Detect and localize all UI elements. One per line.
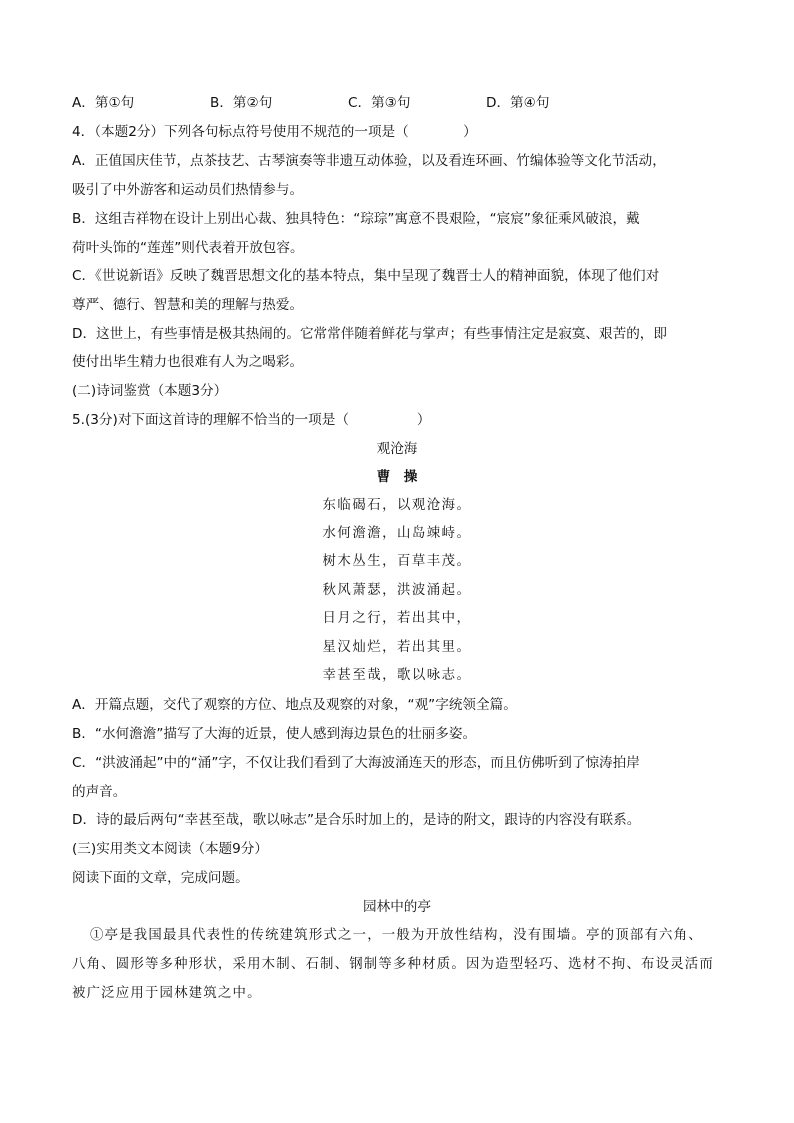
q4-option-a-line2: 吸引了中外游客和运动员们热情参与。 [72, 182, 304, 198]
q4-option-a-line1: A．正值国庆佳节，点茶技艺、古琴演奏等非遗互动体验，以及看连环画、竹编体验等文化节活动， [72, 153, 666, 169]
section-2-heading: (二)诗词鉴赏（本题3分） [72, 383, 228, 399]
q4-stem: 4．（本题2分）下列各句标点符号使用不规范的一项是（ ） [72, 124, 477, 140]
q3-option-a: A．第①句 [72, 95, 135, 111]
article-paragraph-1-line3: 被广泛应用于园林建筑之中。 [72, 986, 262, 1001]
poem-line: 水何澹澹，山岛竦峙。 [322, 526, 472, 541]
poem-line: 东临碣石，以观沧海。 [322, 498, 472, 513]
q5-option-c-line1: C．“洪波涌起”中的“涌”字，不仅让我们看到了大海波涌连天的形态，而且仿佛听到了惊涛拍岸 [72, 755, 640, 771]
poem-line: 日月之行，若出其中， [322, 611, 472, 626]
poem-line: 幸甚至哉，歌以咏志。 [322, 668, 472, 683]
q4-option-b-line2: 荷叶头饰的“莲莲”则代表着开放包容。 [72, 240, 304, 256]
article-paragraph-1-line1: ①亭是我国最具代表性的传统建筑形式之一，一般为开放性结构，没有围墙。亭的顶部有六角、 [90, 928, 703, 943]
q4-option-c-line2: 尊严、德行、智慧和美的理解与热爱。 [72, 297, 304, 313]
q4-option-d-line1: D．这世上，有些事情是极其热闹的。它常常伴随着鲜花与掌声；有些事情注定是寂寞、艰苦的，即 [72, 326, 667, 342]
q3-option-c: C．第③句 [348, 95, 411, 111]
q5-option-c-line2: 的声音。 [72, 784, 127, 800]
q3-option-b: B．第②句 [210, 95, 273, 111]
section-3-heading: (三)实用类文本阅读（本题9分） [72, 841, 268, 857]
reading-instruction: 阅读下面的文章，完成问题。 [72, 870, 249, 886]
q3-option-d: D．第④句 [486, 95, 550, 111]
q5-option-b: B．“水何澹澹”描写了大海的近景，使人感到海边景色的壮丽多姿。 [72, 726, 477, 742]
poem-author: 曹 操 [376, 469, 418, 485]
article-title: 园林中的亭 [363, 899, 431, 915]
q5-option-d: D．诗的最后两句“幸甚至哉，歌以咏志”是合乐时加上的，是诗的附文，跟诗的内容没有联系。 [72, 812, 641, 828]
q4-option-d-line2: 使付出毕生精力也很难有人为之喝彩。 [72, 354, 304, 370]
poem-line: 树木丛生，百草丰茂。 [322, 554, 472, 569]
article-paragraph-1-line2: 八角、圆形等多种形状，采用木制、石制、钢制等多种材质。因为造型轻巧、选材不拘、布设灵活而 [72, 957, 714, 972]
poem-line: 秋风萧瑟，洪波涌起。 [322, 583, 472, 598]
q4-option-b-line1: B．这组吉祥物在设计上别出心裁、独具特色：“琮琮”寓意不畏艰险，“宸宸”象征乘风破浪，戴 [72, 211, 640, 227]
q5-stem: 5.(3分)对下面这首诗的理解不恰当的一项是（ ） [72, 412, 431, 428]
poem-title: 观沧海 [376, 441, 418, 457]
poem-line: 星汉灿烂，若出其里。 [322, 640, 472, 655]
q5-option-a: A．开篇点题，交代了观察的方位、地点及观察的对象，“观”字统领全篇。 [72, 697, 517, 713]
q4-option-c-line1: C．《世说新语》反映了魏晋思想文化的基本特点，集中呈现了魏晋士人的精神面貌，体现了他们对 [72, 268, 660, 284]
